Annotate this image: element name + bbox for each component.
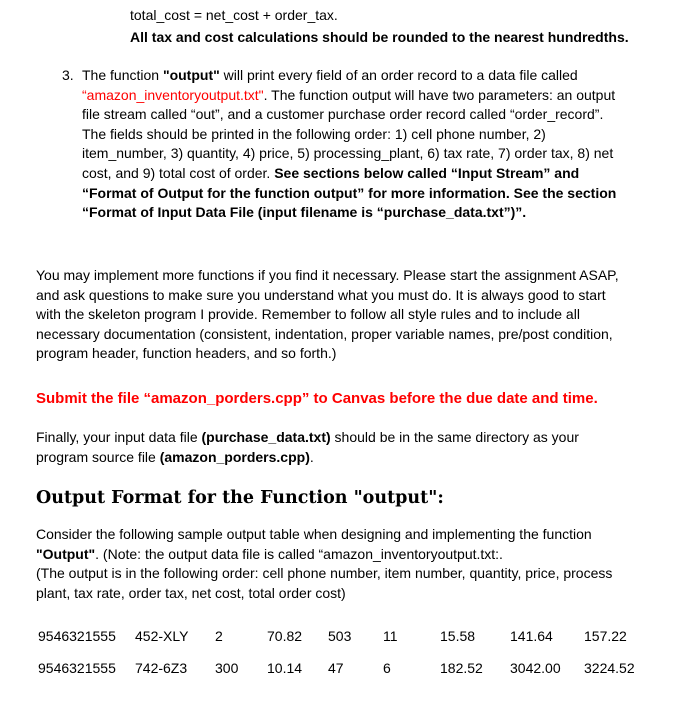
text-run: . (Note: the output data file is called “amazon_inventoryoutput.txt:. — [95, 545, 503, 562]
total-cost-formula: total_cost = net_cost + order_tax. — [130, 7, 338, 23]
para1-line-2: and ask questions to make sure you understand what you must do. It is always good to start — [36, 286, 606, 303]
text-run-bold: See sections below called “Input Stream” and — [274, 164, 580, 181]
text-run: program source file — [36, 448, 160, 465]
table-cell: 9546321555 — [38, 628, 116, 644]
para1-line-5: program header, function headers, and so forth.) — [36, 345, 337, 362]
para3-line-4: plant, tax rate, order tax, net cost, total order cost) — [36, 584, 346, 601]
table-cell: 47 — [328, 660, 344, 676]
text-run: Finally, your input data file — [36, 429, 202, 445]
table-cell: 452-XLY — [135, 628, 189, 644]
item3-line-5: item_number, 3) quantity, 4) price, 5) processing_plant, 6) tax rate, 7) order tax, 8) net — [82, 145, 614, 162]
text-run: should be in the same directory as your — [330, 429, 579, 445]
para3-line-1: Consider the following sample output table when designing and implementing the function — [36, 526, 592, 542]
table-cell: 3042.00 — [510, 660, 561, 676]
input-file-paragraph — [36, 428, 656, 467]
para2-line-2 — [36, 448, 656, 468]
text-run: . — [309, 448, 314, 465]
item3-line-6 — [82, 164, 642, 184]
table-cell: 3224.52 — [584, 660, 635, 676]
para3-line-2 — [36, 545, 656, 565]
implementation-paragraph — [36, 266, 656, 364]
table-cell: 141.64 — [510, 628, 553, 644]
table-cell: 503 — [328, 628, 352, 644]
table-row — [38, 660, 644, 692]
table-cell: 2 — [215, 628, 223, 644]
table-cell: 742-6Z3 — [135, 660, 188, 676]
output-format-paragraph — [36, 525, 656, 603]
table-cell: 10.14 — [267, 660, 303, 676]
source-filename: (amazon_porders.cpp) — [159, 448, 310, 465]
formula-block — [130, 4, 660, 48]
function-name: "output" — [162, 67, 220, 83]
text-run: will print every field of an order record to a data file called — [219, 67, 578, 83]
item3-line-7: “Format of Output for the function output” for more information. See the section — [82, 184, 617, 201]
table-cell: 15.58 — [440, 628, 476, 644]
list-number: 3. — [62, 67, 74, 83]
sample-output-table — [38, 628, 644, 692]
para1-line-3: with the skeleton program I provide. Remember to follow all style rules and to include all — [36, 306, 580, 323]
item3-line-2 — [82, 86, 642, 106]
para1-line-4: necessary documentation (consistent, indentation, proper variable names, pre/post condition, — [36, 325, 613, 342]
table-cell: 157.22 — [584, 628, 627, 644]
output-filename: amazon_inventoryoutput.txt" — [86, 86, 264, 103]
function-name: "Output" — [36, 545, 96, 562]
input-filename: (purchase_data.txt) — [201, 429, 331, 445]
para1-line-1: You may implement more functions if you find it necessary. Please start the assignment ASAP, — [36, 267, 619, 283]
table-cell: 70.82 — [267, 628, 303, 644]
submit-note: Submit the file “amazon_porders.cpp” to Canvas before the due date and time. — [36, 390, 598, 407]
item3-line-8: “Format of Input Data File (input filename is “purchase_data.txt”)”. — [82, 204, 527, 221]
rounding-note: All tax and cost calculations should be rounded to the nearest hundredths. — [130, 29, 629, 45]
list-item-text — [82, 66, 642, 223]
text-run: . The function output will have two parameters: an output — [263, 86, 616, 103]
text-run: “ — [82, 86, 87, 103]
table-cell: 182.52 — [440, 660, 483, 676]
item3-line-4: The fields should be printed in the following order: 1) cell phone number, 2) — [82, 125, 546, 142]
table-row — [38, 628, 644, 660]
item3-line-3: file stream called “out”, and a customer purchase order record called “order_record”. — [82, 106, 604, 123]
table-cell: 6 — [383, 660, 391, 676]
table-cell: 300 — [215, 660, 239, 676]
text-run: The function — [82, 67, 163, 83]
text-run: cost, and 9) total cost of order. — [82, 164, 275, 181]
section-heading: Output Format for the Function "output": — [36, 488, 444, 508]
para3-line-3: (The output is in the following order: cell phone number, item number, quantity, price, process — [36, 565, 613, 582]
item3-line-1 — [82, 66, 642, 86]
para2-line-1 — [36, 428, 656, 448]
table-cell: 9546321555 — [38, 660, 116, 676]
table-cell: 11 — [383, 628, 398, 644]
